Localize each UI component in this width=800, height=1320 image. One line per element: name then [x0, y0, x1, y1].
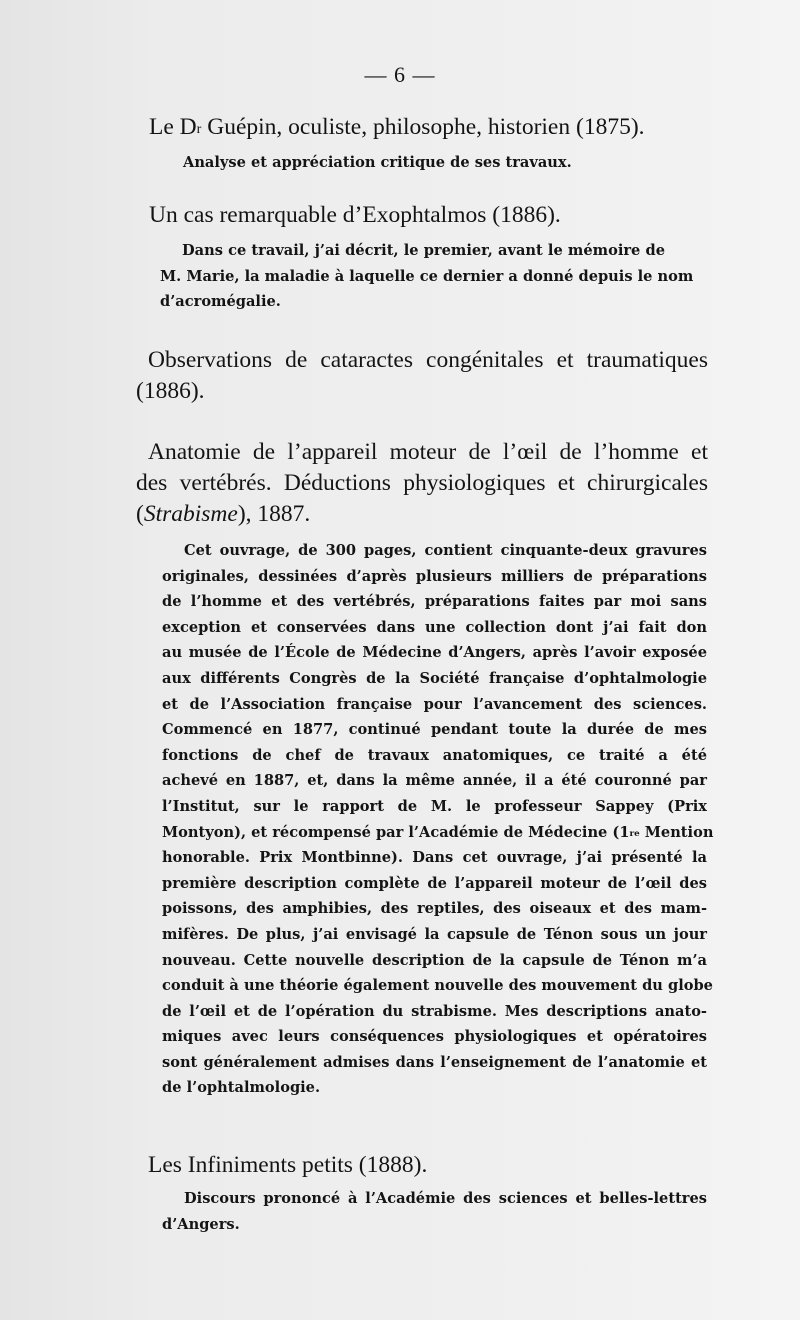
section-body-guepin [183, 150, 603, 176]
heading-text: Guépin, oculiste, philosophe, historien (1875). [201, 114, 645, 140]
section-heading-cataractes [136, 345, 708, 407]
body-line: Dans ce travail, j’ai décrit, le premier, avant le mémoire de [182, 242, 665, 259]
body-line: honorable. Prix Montbinne). Dans cet ouvrage, j’ai présenté la [162, 849, 707, 867]
body-line: Cet ouvrage, de 300 pages, contient cinquante-deux gravures [184, 542, 707, 559]
body-line: M. Marie, la maladie à laquelle ce dernier a donné depuis le nom [160, 267, 694, 285]
section-heading-guepin [149, 112, 645, 143]
page-number: — 6 — [364, 62, 436, 87]
body-line: Analyse et appréciation critique de ses travaux. [183, 154, 572, 171]
body-line-mention [162, 820, 714, 846]
mention-superscript: re [629, 828, 640, 839]
heading-text: Un cas remarquable d’Exophtalmos (1886). [149, 202, 561, 228]
body-line: achevé en 1887, et, dans la même année, il a été couronné par [162, 772, 707, 790]
body-line: l’Institut, sur le rapport de M. le professeur Sappey (Prix [162, 797, 707, 815]
heading-line: Anatomie de l’appareil moteur de l’œil de l’homme et [148, 439, 708, 465]
body-line: exception et conservées dans une collection dont j’ai fait don [162, 618, 707, 636]
body-line: conduit à une théorie également nouvelle des mouvement du globe [162, 977, 713, 995]
body-line: Discours prononcé à l’Académie des sciences et belles-lettres [184, 1190, 707, 1207]
body-line: mifères. De plus, j’ai envisagé la capsule de Ténon sous un jour [162, 925, 707, 943]
body-line: de l’œil et de l’opération du strabisme. Mes descriptions anato- [162, 1002, 707, 1020]
heading-italic-strabisme: Strabisme [143, 501, 238, 527]
heading-text: Les Infiniments petits (1888). [148, 1152, 428, 1178]
heading-line: des vertébrés. Déductions physiologiques et chirurgicales [136, 470, 708, 496]
body-line: de l’homme et des vertébrés, préparations faites par moi sans [162, 593, 707, 611]
heading-text: Le D [149, 114, 197, 140]
body-line: nouveau. Cette nouvelle description de la capsule de Ténon m’a [162, 951, 707, 969]
body-line-text: Mention [639, 823, 714, 841]
body-line: poissons, des amphibies, des reptiles, des oiseaux et des mam- [162, 900, 707, 918]
body-line: d’Angers. [162, 1215, 240, 1233]
body-line: d’acromégalie. [160, 293, 281, 311]
body-line: au musée de l’École de Médecine d’Angers, après l’avoir exposée [162, 644, 707, 662]
body-line-text: Montyon), et récompensé par l’Académie de Médecine (1 [162, 823, 630, 841]
section-heading-anatomie [136, 437, 708, 530]
body-line: aux différents Congrès de la Société française d’ophtalmologie [162, 669, 707, 687]
section-heading-exophtalmos [149, 200, 561, 231]
heading-paren: ( [136, 501, 144, 527]
body-line: première description complète de l’appareil moteur de l’œil des [162, 874, 707, 892]
section-heading-infiniments-petits [148, 1150, 427, 1181]
body-line: fonctions de chef de travaux anatomiques, ce traité a été [162, 746, 707, 764]
heading-superscript: r [196, 121, 202, 137]
section-body-exophtalmos [160, 238, 694, 315]
heading-tail: ), 1887. [237, 501, 311, 527]
body-line: et de l’Association française pour l’avancement des sciences. [162, 695, 707, 713]
body-line: miques avec leurs conséquences physiologiques et opératoires [162, 1028, 707, 1046]
body-line: sont généralement admises dans l’enseignement de l’anatomie et [162, 1053, 707, 1071]
body-line: Commencé en 1877, continué pendant toute la durée de mes [162, 721, 707, 739]
heading-line: (1886). [136, 378, 205, 404]
body-line: originales, dessinées d’après plusieurs milliers de préparations [162, 567, 707, 585]
section-body-anatomie [162, 538, 714, 1101]
heading-line: Observations de cataractes congénitales et traumatiques [148, 347, 708, 373]
body-line: de l’ophtalmologie. [162, 1079, 321, 1097]
section-body-infiniments-petits [162, 1186, 707, 1237]
